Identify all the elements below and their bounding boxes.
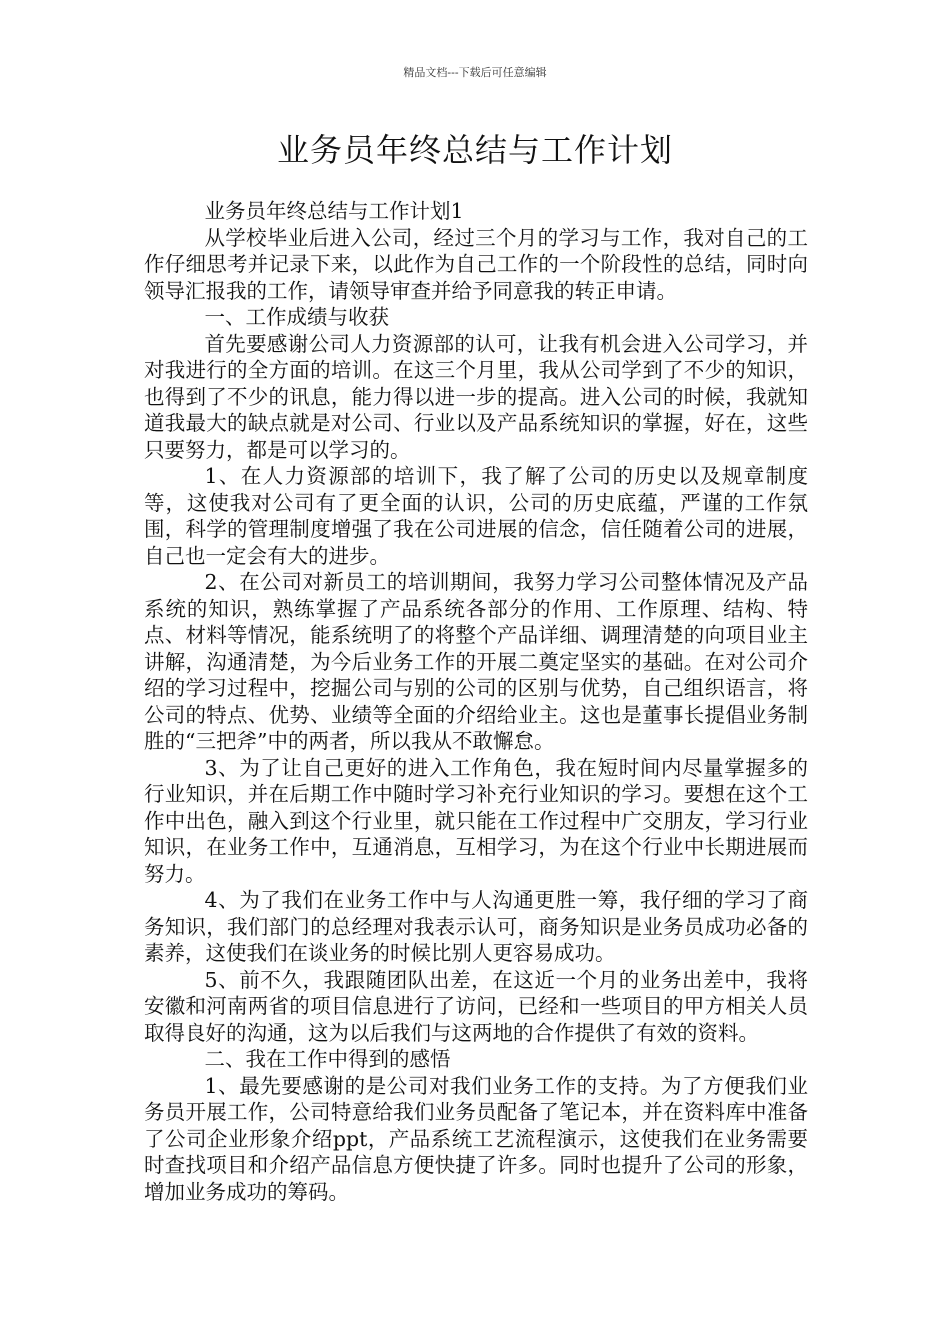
body-paragraph: 5、前不久，我跟随团队出差，在这近一个月的业务出差中，我将安徽和河南两省的项目信息进行了访问，已经和一些项目的甲方相关人员取得良好的沟通，这为以后我们与这两地的合作提供了有效的资料。	[144, 967, 808, 1045]
subtitle-paragraph: 业务员年终总结与工作计划1	[204, 199, 464, 223]
body-paragraph: 1、最先要感谢的是公司对我们业务工作的支持。为了方便我们业务员开展工作，公司特意给我们业务员配备了笔记本，并在资料库中准备了公司企业形象介绍ppt，产品系统工艺流程演示，这使我们在业务需要时查找项目和介绍产品信息方便快捷了许多。同时也提升了公司的形象，增加业务成功的筹码。	[144, 1073, 808, 1204]
body-paragraph: 1、在人力资源部的培训下，我了解了公司的历史以及规章制度等，这使我对公司有了更全面的认识，公司的历史底蕴，严谨的工作氛围，科学的管理制度增强了我在公司进展的信念，信任随着公司的进展，自己也一定会有大的进步。	[144, 464, 808, 568]
section-heading-1: 一、工作成绩与收获	[204, 305, 389, 329]
section-heading-2: 二、我在工作中得到的感悟	[204, 1047, 451, 1071]
document-body	[144, 198, 808, 1205]
intro-paragraph: 从学校毕业后进入公司，经过三个月的学习与工作，我对自己的工作仔细思考并记录下来，以此作为自己工作的一个阶段性的总结，同时向领导汇报我的工作，请领导审查并给予同意我的转正申请。	[144, 225, 808, 303]
body-paragraph: 4、为了我们在业务工作中与人沟通更胜一筹，我仔细的学习了商务知识，我们部门的总经理对我表示认可，商务知识是业务员成功必备的素养，这使我们在谈业务的时候比别人更容易成功。	[144, 888, 808, 965]
body-paragraph: 3、为了让自己更好的进入工作角色，我在短时间内尽量掌握多的行业知识，并在后期工作中随时学习补充行业知识的学习。要想在这个工作中出色，融入到这个行业里，就只能在工作过程中广交朋友，学习行业知识，在业务工作中，互通消息，互相学习，为在这个行业中长期进展而努力。	[144, 755, 808, 886]
body-paragraph: 首先要感谢公司人力资源部的认可，让我有机会进入公司学习，并对我进行的全方面的培训。在这三个月里，我从公司学到了不少的知识，也得到了不少的讯息，能力得以进一步的提高。进入公司的时候，我就知道我最大的缺点就是对公司、行业以及产品系统知识的掌握，好在，这些只要努力，都是可以学习的。	[144, 331, 808, 462]
body-paragraph: 2、在公司对新员工的培训期间，我努力学习公司整体情况及产品系统的知识，熟练掌握了产品系统各部分的作用、工作原理、结构、特点、材料等情况，能系统明了的将整个产品详细、调理清楚的向项目业主讲解，沟通清楚，为今后业务工作的开展二奠定坚实的基础。在对公司介绍的学习过程中，挖掘公司与别的公司的区别与优势，自己组织语言，将公司的特点、优势、业绩等全面的介绍给业主。这也是董事长提倡业务制胜的“三把斧”中的两者，所以我从不敢懈怠。	[144, 570, 808, 753]
header-note: 精品文档---下载后可任意编辑	[403, 66, 547, 79]
document-title: 业务员年终总结与工作计划	[276, 131, 673, 169]
